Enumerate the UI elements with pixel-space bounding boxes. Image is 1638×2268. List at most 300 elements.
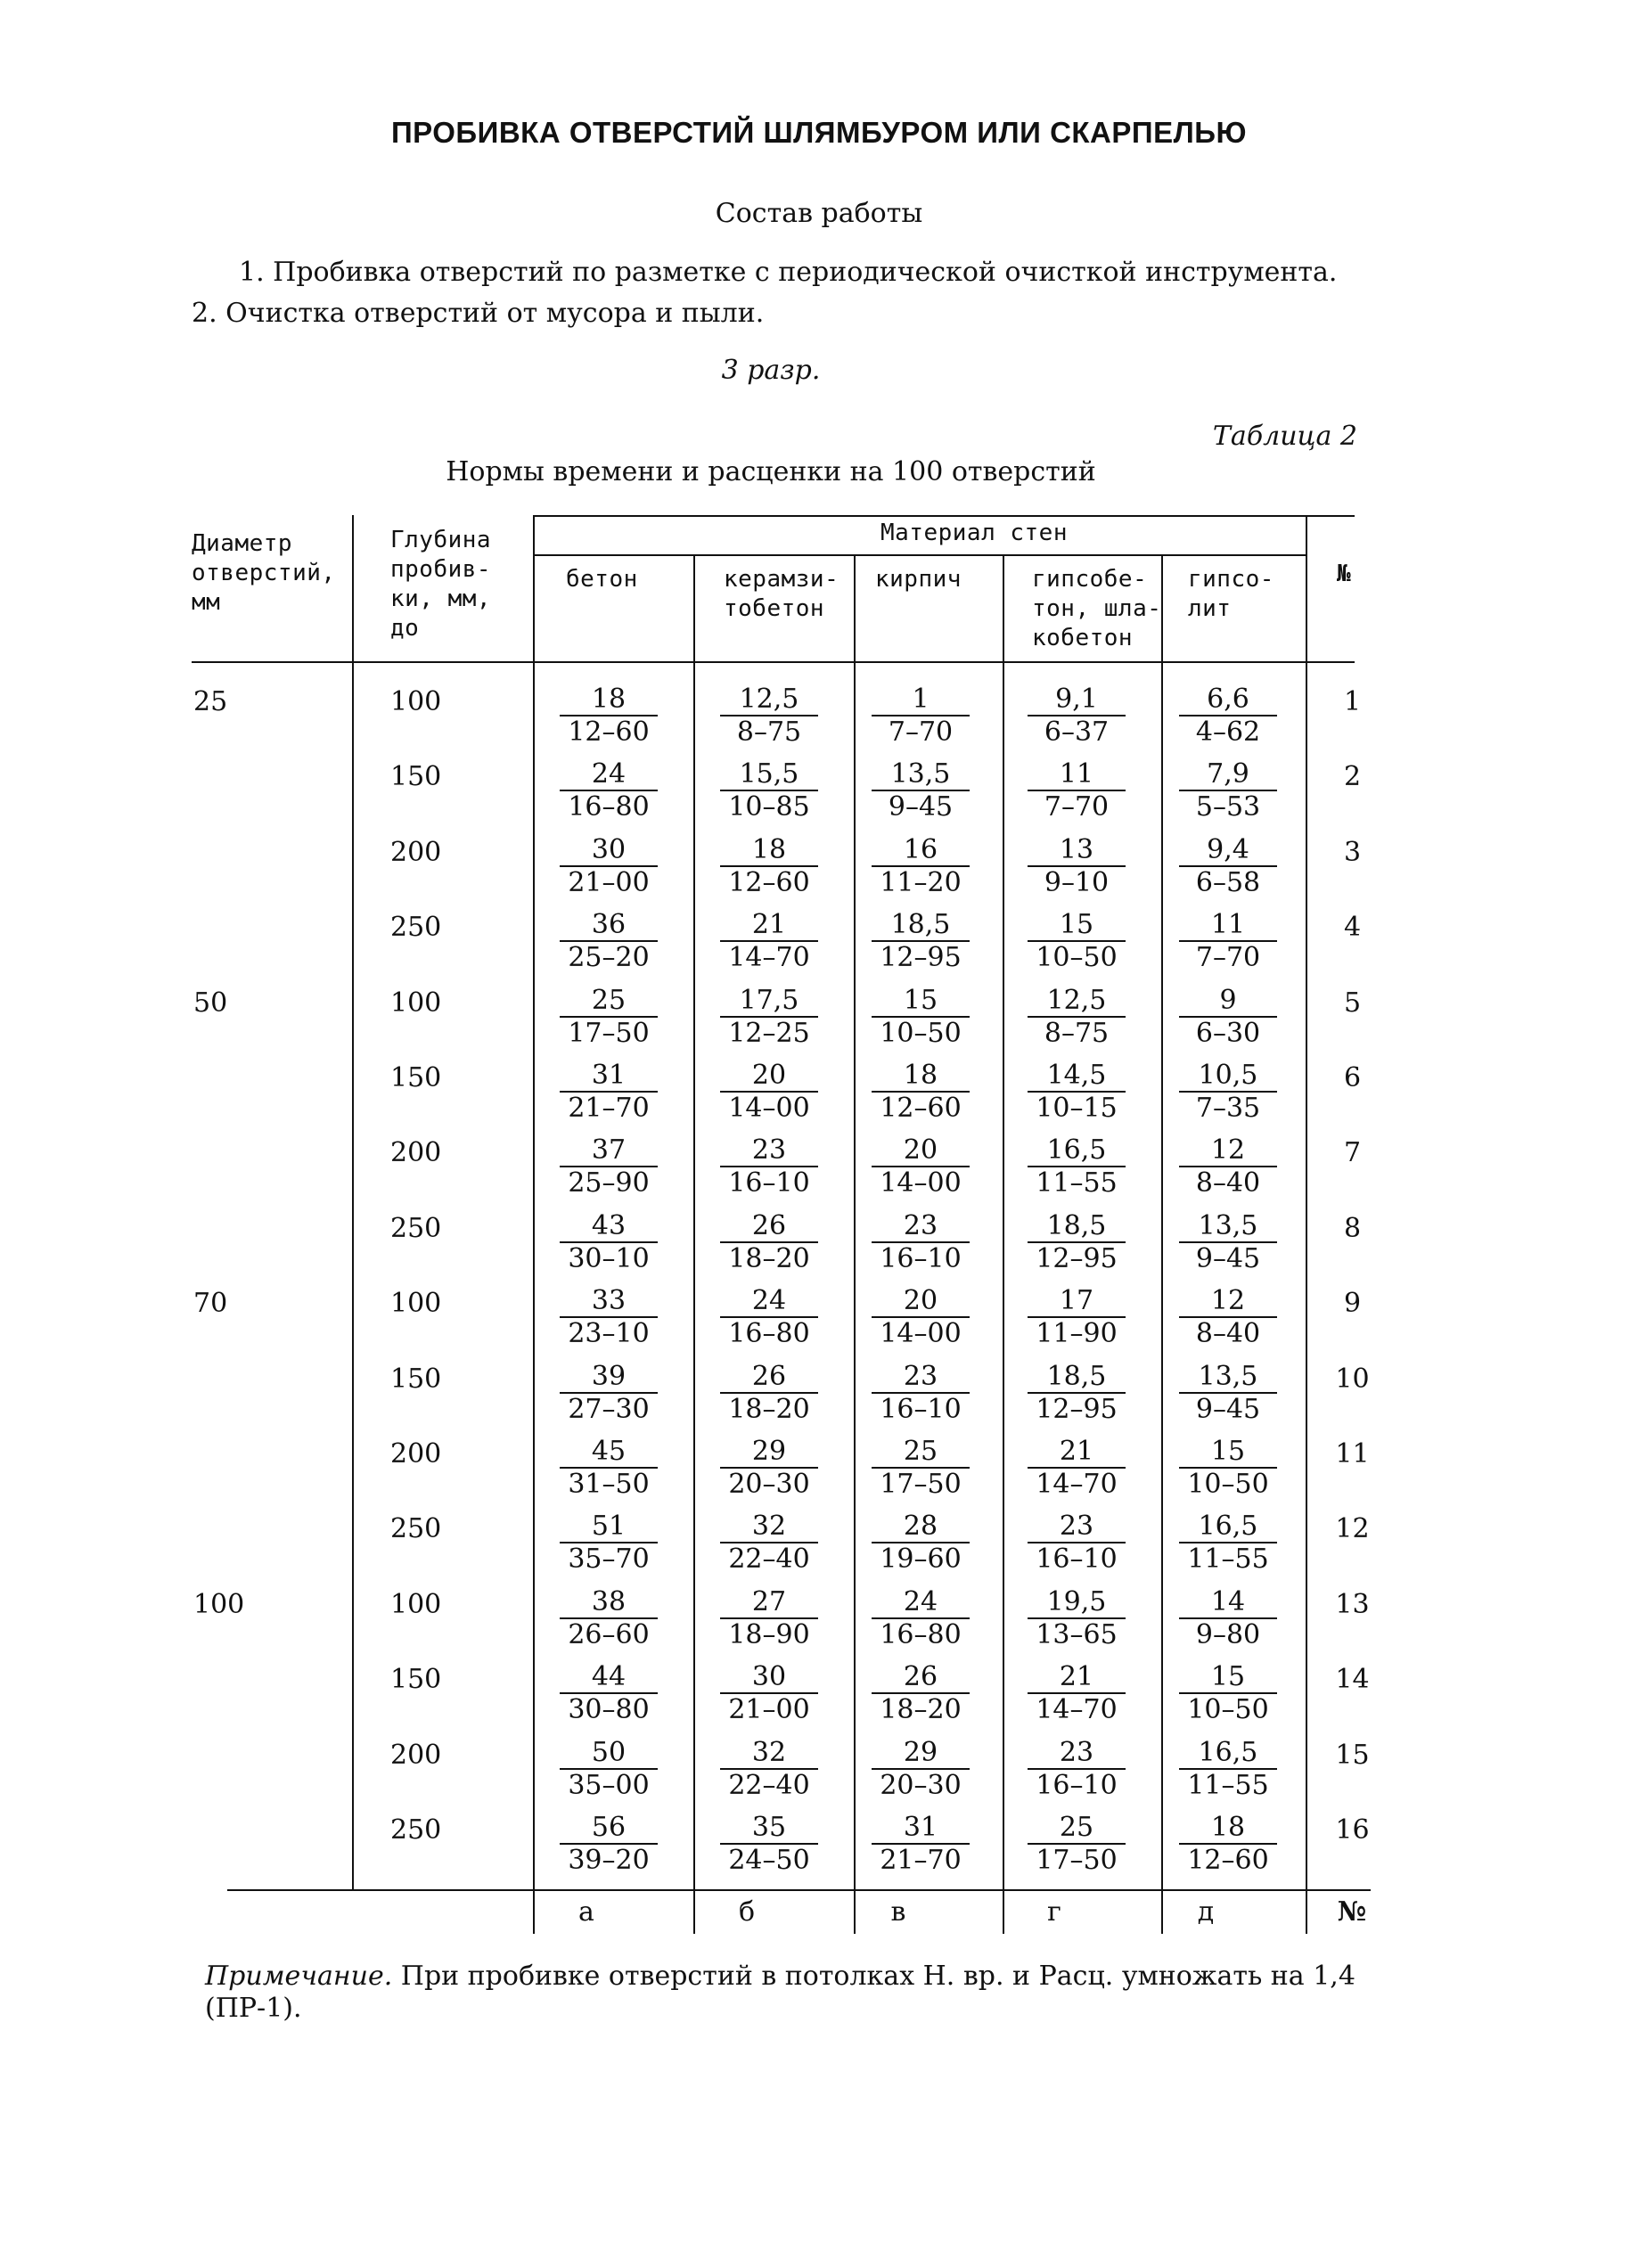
norm-fraction <box>720 1511 818 1576</box>
cell-depth: 250 <box>390 1212 442 1244</box>
footnote-lead: Примечание. <box>205 1961 393 1992</box>
cell-row-number: 1 <box>1343 686 1362 717</box>
time-norm: 9 <box>1179 986 1277 1018</box>
time-norm: 15 <box>1028 910 1126 942</box>
price-rate: 20–30 <box>728 1469 810 1500</box>
norm-fraction <box>1179 986 1277 1050</box>
rule-material-col-4 <box>854 554 856 1934</box>
cell-row-number: 15 <box>1335 1739 1370 1771</box>
header-depth-line: Глубина <box>390 527 492 553</box>
price-rate: 16–10 <box>1036 1543 1118 1576</box>
footnote-text: При пробивке отверстий в потолках Н. вр. и Расц. умножать на 1,4 (ПР-1). <box>205 1961 1355 2024</box>
header-material-4 <box>1032 565 1161 653</box>
norm-fraction <box>1179 1511 1277 1576</box>
time-norm: 15 <box>872 986 970 1018</box>
norm-fraction <box>1028 986 1126 1050</box>
price-rate: 16–10 <box>728 1167 810 1200</box>
norm-fraction <box>560 986 658 1050</box>
norm-fraction <box>720 1662 818 1726</box>
cell-row-number: 3 <box>1343 836 1362 868</box>
cell-diameter: 100 <box>193 1588 245 1620</box>
price-rate: 30–80 <box>568 1694 650 1726</box>
norm-fraction <box>560 1437 658 1501</box>
time-norm: 21 <box>720 910 818 942</box>
header-diameter-line: отверстий, <box>192 560 336 586</box>
price-rate: 21–70 <box>880 1845 962 1876</box>
time-norm: 35 <box>720 1813 818 1845</box>
price-rate: 12–60 <box>728 866 810 898</box>
price-rate: 9–10 <box>1044 866 1110 898</box>
price-rate: 30–10 <box>568 1242 650 1274</box>
price-rate: 7–70 <box>888 716 954 748</box>
norm-fraction <box>1028 1437 1126 1501</box>
time-norm: 15 <box>1179 1662 1277 1694</box>
price-rate: 6–30 <box>1195 1017 1261 1049</box>
cell-depth: 100 <box>390 1288 442 1320</box>
price-rate: 14–70 <box>728 942 810 974</box>
time-norm: 25 <box>560 986 658 1018</box>
price-rate: 16–80 <box>728 1318 810 1350</box>
table-caption: Нормы времени и расценки на 100 отверстий <box>446 456 1096 487</box>
price-rate: 16–80 <box>568 791 650 823</box>
norm-fraction <box>872 1135 970 1200</box>
norm-fraction <box>872 1738 970 1802</box>
header-number: № <box>1337 561 1352 587</box>
cell-diameter: 70 <box>193 1288 228 1320</box>
price-rate: 10–50 <box>1187 1694 1269 1726</box>
column-letter: а <box>578 1896 594 1928</box>
time-norm: 56 <box>560 1813 658 1845</box>
time-norm: 37 <box>560 1135 658 1167</box>
time-norm: 20 <box>872 1135 970 1167</box>
material-subheader-rule <box>533 554 1306 556</box>
header-material-2 <box>724 565 839 624</box>
norm-fraction <box>872 1662 970 1726</box>
price-rate: 16–80 <box>880 1618 962 1650</box>
norm-fraction <box>1028 1135 1126 1200</box>
price-rate: 27–30 <box>568 1393 650 1425</box>
norm-fraction <box>1028 910 1126 974</box>
cell-row-number: 5 <box>1343 987 1362 1019</box>
time-norm: 12 <box>1179 1286 1277 1318</box>
price-rate: 16–10 <box>1036 1769 1118 1801</box>
norm-fraction <box>872 1813 970 1877</box>
cell-row-number: 8 <box>1343 1212 1362 1244</box>
time-norm: 10,5 <box>1179 1060 1277 1093</box>
header-material-5-line: гипсо- <box>1188 566 1274 593</box>
price-rate: 11–20 <box>880 866 962 898</box>
time-norm: 9,1 <box>1028 684 1126 716</box>
time-norm: 21 <box>1028 1662 1126 1694</box>
header-diameter-line: мм <box>192 589 221 616</box>
table-bottom-rule <box>227 1889 1371 1891</box>
work-step-2: 2. Очистка отверстий от мусора и пыли. <box>192 298 765 329</box>
norm-fraction <box>560 1060 658 1125</box>
norm-fraction <box>872 986 970 1050</box>
norm-fraction <box>872 1286 970 1350</box>
norm-fraction <box>872 759 970 823</box>
rule-material-col-6 <box>1161 554 1163 1934</box>
time-norm: 12,5 <box>1028 986 1126 1018</box>
price-rate: 12–95 <box>880 942 962 974</box>
time-norm: 17,5 <box>720 986 818 1018</box>
price-rate: 22–40 <box>728 1543 810 1576</box>
norm-fraction <box>1179 1813 1277 1877</box>
cell-row-number: 9 <box>1343 1288 1362 1320</box>
time-norm: 29 <box>720 1437 818 1469</box>
header-material-4-line: тон, шла- <box>1032 595 1162 622</box>
header-depth-line: ки, мм, <box>390 585 492 612</box>
norm-fraction <box>1179 1060 1277 1125</box>
price-rate: 7–70 <box>1195 942 1261 974</box>
norm-fraction <box>1028 1587 1126 1651</box>
norm-fraction <box>1028 1511 1126 1576</box>
time-norm: 31 <box>560 1060 658 1093</box>
norm-fraction <box>1179 1662 1277 1726</box>
time-norm: 18,5 <box>872 910 970 942</box>
header-material-2-line: керамзи- <box>724 566 839 593</box>
price-rate: 14–70 <box>1036 1694 1118 1726</box>
norm-fraction <box>560 1286 658 1350</box>
cell-depth: 200 <box>390 1438 442 1470</box>
time-norm: 20 <box>872 1286 970 1318</box>
worker-grade: 3 разр. <box>721 355 821 386</box>
time-norm: 14,5 <box>1028 1060 1126 1093</box>
price-rate: 11–55 <box>1187 1769 1269 1801</box>
norm-fraction <box>872 1437 970 1501</box>
norm-fraction <box>720 910 818 974</box>
column-letter: б <box>738 1896 756 1928</box>
header-diameter <box>192 529 336 618</box>
price-rate: 24–50 <box>728 1845 810 1876</box>
norm-fraction <box>720 1286 818 1350</box>
time-norm: 31 <box>872 1813 970 1845</box>
norm-fraction <box>1028 1813 1126 1877</box>
cell-row-number: 16 <box>1335 1814 1370 1846</box>
norm-fraction <box>560 759 658 823</box>
column-letter: г <box>1047 1896 1061 1928</box>
time-norm: 12 <box>1179 1135 1277 1167</box>
table-top-rule <box>533 515 1355 517</box>
time-norm: 20 <box>720 1060 818 1093</box>
norm-fraction <box>872 684 970 749</box>
time-norm: 13,5 <box>872 759 970 791</box>
price-rate: 6–37 <box>1044 716 1110 748</box>
norm-fraction <box>1179 835 1277 899</box>
price-rate: 18–90 <box>728 1618 810 1650</box>
norm-fraction <box>560 1511 658 1576</box>
time-norm: 39 <box>560 1362 658 1394</box>
time-norm: 19,5 <box>1028 1587 1126 1619</box>
norm-fraction <box>560 1211 658 1275</box>
norm-fraction <box>720 1060 818 1125</box>
rule-after-depth <box>533 515 535 1934</box>
norm-fraction <box>872 910 970 974</box>
norm-fraction <box>1028 1211 1126 1275</box>
norm-fraction <box>872 1587 970 1651</box>
norm-fraction <box>560 835 658 899</box>
price-rate: 12–95 <box>1036 1393 1118 1425</box>
cell-depth: 150 <box>390 1664 442 1696</box>
norm-fraction <box>560 1587 658 1651</box>
rule-material-col-5 <box>1003 554 1004 1934</box>
column-letter: д <box>1197 1896 1215 1928</box>
time-norm: 30 <box>560 835 658 867</box>
cell-row-number: 4 <box>1343 912 1362 944</box>
time-norm: 24 <box>720 1286 818 1318</box>
price-rate: 19–60 <box>880 1543 962 1576</box>
cell-row-number: 2 <box>1343 761 1362 793</box>
cell-depth: 100 <box>390 686 442 717</box>
rule-material-col-3 <box>693 554 695 1934</box>
price-rate: 12–60 <box>880 1093 962 1124</box>
norm-fraction <box>720 1362 818 1426</box>
cell-depth: 100 <box>390 987 442 1019</box>
time-norm: 51 <box>560 1511 658 1543</box>
price-rate: 8–75 <box>1044 1017 1110 1049</box>
norm-fraction <box>1028 684 1126 749</box>
time-norm: 6,6 <box>1179 684 1277 716</box>
table-number: Таблица 2 <box>1212 421 1357 452</box>
norm-fraction <box>720 1738 818 1802</box>
time-norm: 12,5 <box>720 684 818 716</box>
time-norm: 33 <box>560 1286 658 1318</box>
cell-depth: 150 <box>390 761 442 793</box>
time-norm: 32 <box>720 1738 818 1770</box>
footnote <box>205 1961 1381 2025</box>
price-rate: 11–55 <box>1036 1167 1118 1200</box>
norm-fraction <box>720 759 818 823</box>
cell-depth: 250 <box>390 1513 442 1545</box>
time-norm: 23 <box>1028 1511 1126 1543</box>
time-norm: 18 <box>560 684 658 716</box>
norm-fraction <box>1179 1362 1277 1426</box>
time-norm: 36 <box>560 910 658 942</box>
time-norm: 26 <box>872 1662 970 1694</box>
norm-fraction <box>1028 1286 1126 1350</box>
norm-fraction <box>560 684 658 749</box>
price-rate: 21–00 <box>568 866 650 898</box>
price-rate: 25–20 <box>568 942 650 974</box>
price-rate: 16–10 <box>880 1393 962 1425</box>
price-rate: 17–50 <box>568 1017 650 1049</box>
norm-fraction <box>1179 1587 1277 1651</box>
norm-fraction <box>560 910 658 974</box>
cell-row-number: 12 <box>1335 1513 1370 1545</box>
price-rate: 17–50 <box>880 1469 962 1500</box>
price-rate: 17–50 <box>1036 1845 1118 1876</box>
cell-depth: 200 <box>390 1137 442 1169</box>
price-rate: 11–55 <box>1187 1543 1269 1576</box>
norm-fraction <box>720 684 818 749</box>
time-norm: 23 <box>872 1211 970 1243</box>
cell-depth: 200 <box>390 836 442 868</box>
cell-row-number: 14 <box>1335 1664 1370 1696</box>
cell-depth: 250 <box>390 912 442 944</box>
norm-fraction <box>720 1437 818 1501</box>
cell-depth: 100 <box>390 1588 442 1620</box>
price-rate: 16–10 <box>880 1242 962 1274</box>
time-norm: 1 <box>872 684 970 716</box>
price-rate: 5–53 <box>1195 791 1261 823</box>
price-rate: 18–20 <box>880 1694 962 1726</box>
price-rate: 8–40 <box>1195 1318 1261 1350</box>
time-norm: 15 <box>1179 1437 1277 1469</box>
norm-fraction <box>1179 684 1277 749</box>
time-norm: 27 <box>720 1587 818 1619</box>
norm-fraction <box>1028 1738 1126 1802</box>
cell-row-number: 6 <box>1343 1062 1362 1093</box>
norm-fraction <box>1179 759 1277 823</box>
time-norm: 18 <box>720 835 818 867</box>
time-norm: 28 <box>872 1511 970 1543</box>
rule-after-diameter <box>352 515 354 1889</box>
time-norm: 45 <box>560 1437 658 1469</box>
time-norm: 15,5 <box>720 759 818 791</box>
header-depth-line: до <box>390 615 420 642</box>
norm-fraction <box>720 1587 818 1651</box>
price-rate: 10–50 <box>1187 1469 1269 1500</box>
header-material-3-line: кирпич <box>875 566 962 593</box>
time-norm: 30 <box>720 1662 818 1694</box>
cell-diameter: 25 <box>193 686 228 717</box>
header-material-2-line: тобетон <box>724 595 825 622</box>
norm-fraction <box>1028 1362 1126 1426</box>
time-norm: 16,5 <box>1179 1511 1277 1543</box>
price-rate: 14–00 <box>880 1167 962 1200</box>
time-norm: 13,5 <box>1179 1362 1277 1394</box>
time-norm: 24 <box>872 1587 970 1619</box>
norm-fraction <box>872 1211 970 1275</box>
norm-fraction <box>720 986 818 1050</box>
cell-depth: 200 <box>390 1739 442 1771</box>
time-norm: 29 <box>872 1738 970 1770</box>
time-norm: 23 <box>720 1135 818 1167</box>
norm-fraction <box>720 835 818 899</box>
norm-fraction <box>560 1738 658 1802</box>
price-rate: 35–00 <box>568 1769 650 1801</box>
norm-fraction <box>872 1362 970 1426</box>
time-norm: 38 <box>560 1587 658 1619</box>
time-norm: 23 <box>1028 1738 1126 1770</box>
time-norm: 18 <box>1179 1813 1277 1845</box>
time-norm: 11 <box>1179 910 1277 942</box>
price-rate: 14–00 <box>880 1318 962 1350</box>
price-rate: 7–70 <box>1044 791 1110 823</box>
price-rate: 18–20 <box>728 1242 810 1274</box>
time-norm: 13 <box>1028 835 1126 867</box>
header-depth-line: пробив- <box>390 556 492 583</box>
header-diameter-line: Диаметр <box>192 530 293 557</box>
time-norm: 21 <box>1028 1437 1126 1469</box>
header-material-1-line: бетон <box>566 566 638 593</box>
price-rate: 39–20 <box>568 1845 650 1876</box>
price-rate: 6–58 <box>1195 866 1261 898</box>
norm-fraction <box>1179 1135 1277 1200</box>
header-bottom-rule <box>192 661 1355 663</box>
cell-depth: 250 <box>390 1814 442 1846</box>
price-rate: 4–62 <box>1195 716 1261 748</box>
norm-fraction <box>1179 1738 1277 1802</box>
price-rate: 20–30 <box>880 1769 962 1801</box>
price-rate: 9–45 <box>1195 1393 1261 1425</box>
norm-fraction <box>1028 1662 1126 1726</box>
norm-fraction <box>1028 835 1126 899</box>
price-rate: 21–70 <box>568 1093 650 1124</box>
cell-depth: 150 <box>390 1363 442 1395</box>
time-norm: 25 <box>872 1437 970 1469</box>
time-norm: 23 <box>872 1362 970 1394</box>
time-norm: 24 <box>560 759 658 791</box>
norm-fraction <box>560 1813 658 1877</box>
rule-material-col-7 <box>1306 515 1307 1934</box>
price-rate: 31–50 <box>568 1469 650 1500</box>
time-norm: 18,5 <box>1028 1211 1126 1243</box>
time-norm: 11 <box>1028 759 1126 791</box>
column-letter: № <box>1337 1896 1367 1928</box>
norm-fraction <box>1179 1211 1277 1275</box>
norm-fraction <box>720 1813 818 1877</box>
price-rate: 13–65 <box>1036 1618 1118 1650</box>
price-rate: 25–90 <box>568 1167 650 1200</box>
time-norm: 43 <box>560 1211 658 1243</box>
norm-fraction <box>720 1211 818 1275</box>
price-rate: 22–40 <box>728 1769 810 1801</box>
time-norm: 26 <box>720 1362 818 1394</box>
norm-fraction <box>1179 1286 1277 1350</box>
price-rate: 9–45 <box>1195 1242 1261 1274</box>
time-norm: 16,5 <box>1028 1135 1126 1167</box>
header-material-4-line: гипсобе- <box>1032 566 1148 593</box>
price-rate: 9–45 <box>888 791 954 823</box>
time-norm: 13,5 <box>1179 1211 1277 1243</box>
price-rate: 21–00 <box>728 1694 810 1726</box>
norm-fraction <box>1028 759 1126 823</box>
price-rate: 12–60 <box>1187 1845 1269 1876</box>
cell-diameter: 50 <box>193 987 228 1019</box>
header-material-5 <box>1188 565 1274 624</box>
price-rate: 14–00 <box>728 1093 810 1124</box>
header-material-3 <box>875 565 962 594</box>
time-norm: 44 <box>560 1662 658 1694</box>
cell-depth: 150 <box>390 1062 442 1093</box>
work-step-1: 1. Пробивка отверстий по разметке с периодической очисткой инструмента. <box>239 257 1338 288</box>
price-rate: 10–50 <box>1036 942 1118 974</box>
time-norm: 16,5 <box>1179 1738 1277 1770</box>
cell-row-number: 13 <box>1335 1588 1370 1620</box>
time-norm: 32 <box>720 1511 818 1543</box>
price-rate: 23–10 <box>568 1318 650 1350</box>
price-rate: 7–35 <box>1195 1093 1261 1124</box>
header-depth <box>390 526 491 643</box>
price-rate: 18–20 <box>728 1393 810 1425</box>
norm-fraction <box>560 1362 658 1426</box>
norm-fraction <box>872 1511 970 1576</box>
price-rate: 8–40 <box>1195 1167 1261 1200</box>
price-rate: 11–90 <box>1036 1318 1118 1350</box>
work-composition-title: Состав работы <box>715 198 923 229</box>
norm-fraction <box>1179 1437 1277 1501</box>
price-rate: 12–25 <box>728 1017 810 1049</box>
time-norm: 16 <box>872 835 970 867</box>
norm-fraction <box>872 835 970 899</box>
price-rate: 12–60 <box>568 716 650 748</box>
price-rate: 10–85 <box>728 791 810 823</box>
cell-row-number: 11 <box>1335 1438 1370 1470</box>
time-norm: 9,4 <box>1179 835 1277 867</box>
time-norm: 50 <box>560 1738 658 1770</box>
header-material-4-line: кобетон <box>1032 625 1134 651</box>
